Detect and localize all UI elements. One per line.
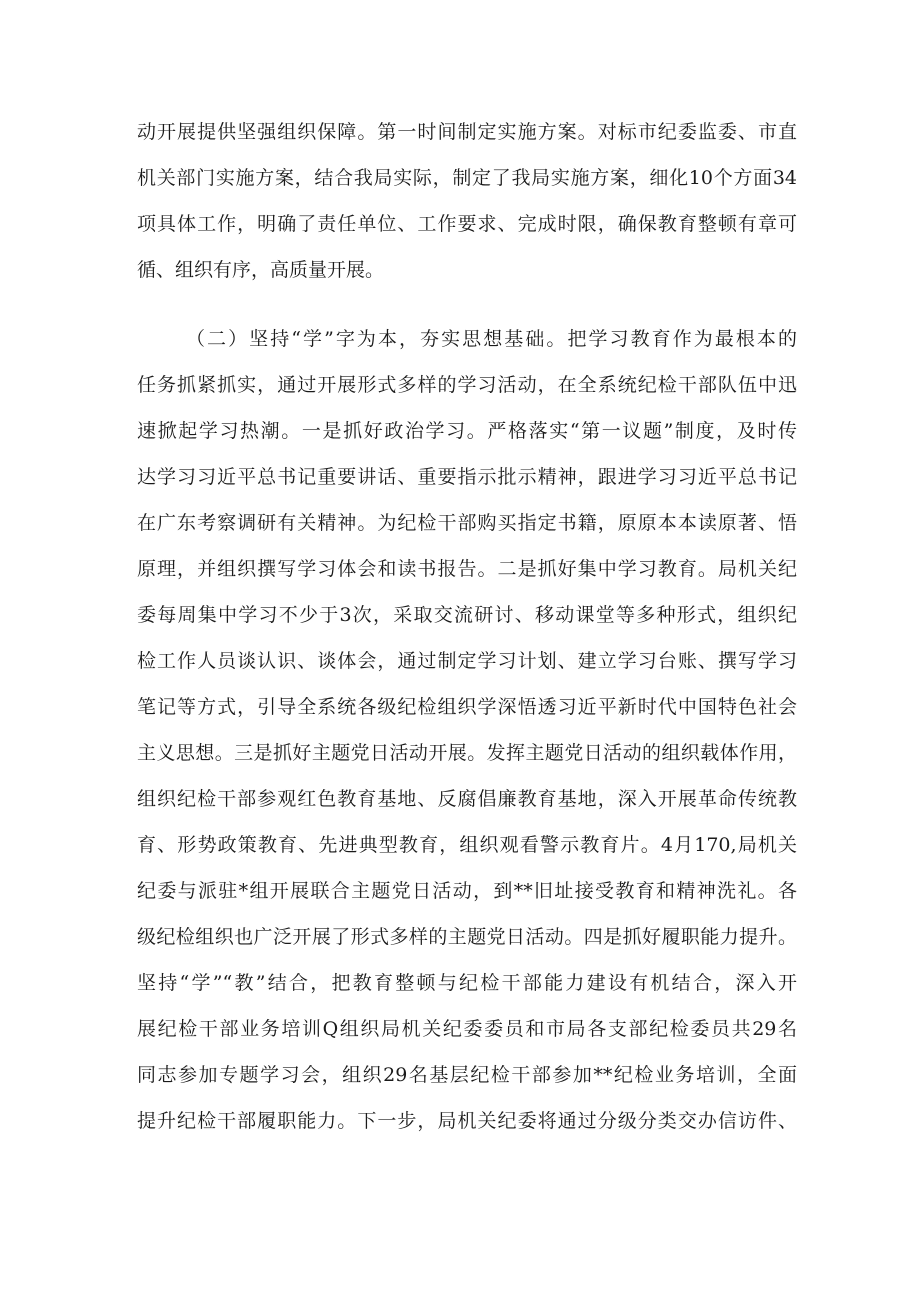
paragraph-2-line-17: 同志参加专题学习会，组织29名基层纪检干部参加**纪检业务培训，全面 <box>137 1064 797 1086</box>
paragraph-1-line-2: 机关部门实施方案，结合我局实际，制定了我局实施方案，细化10个方面34 <box>137 167 797 189</box>
paragraph-2-line-3: 速掀起学习热潮。一是抓好政治学习。严格落实“第一议题”制度，及时传 <box>137 420 797 442</box>
paragraph-2-line-6: 原理，并组织撰写学习体会和读书报告。二是抓好集中学习教育。局机关纪 <box>137 558 797 580</box>
paragraph-2-line-7: 委每周集中学习不少于3次，采取交流研讨、移动课堂等多种形式，组织纪 <box>137 604 797 626</box>
paragraph-2-line-15: 坚持“学”“教”结合，把教育整顿与纪检干部能力建设有机结合，深入开 <box>137 972 797 994</box>
paragraph-2-line-4: 达学习习近平总书记重要讲话、重要指示批示精神，跟进学习习近平总书记 <box>137 466 797 488</box>
paragraph-2-line-18: 提升纪检干部履职能力。下一步，局机关纪委将通过分级分类交办信访件、 <box>137 1110 797 1132</box>
paragraph-2-line-10: 主义思想。三是抓好主题党日活动开展。发挥主题党日活动的组织载体作用， <box>137 742 797 764</box>
paragraph-2-line-12: 育、形势政策教育、先进典型教育，组织观看警示教育片。4月170,局机关 <box>137 834 797 856</box>
paragraph-1-line-1: 动开展提供坚强组织保障。第一时间制定实施方案。对标市纪委监委、市直 <box>137 121 797 143</box>
paragraph-1-line-4: 循、组织有序，高质量开展。 <box>137 259 385 281</box>
paragraph-2-line-16: 展纪检干部业务培训Q组织局机关纪委委员和市局各支部纪检委员共29名 <box>137 1018 797 1040</box>
paragraph-2-line-9: 笔记等方式，引导全系统各级纪检组织学深悟透习近平新时代中国特色社会 <box>137 696 797 718</box>
paragraph-2-line-5: 在广东考察调研有关精神。为纪检干部购买指定书籍，原原本本读原著、悟 <box>137 512 797 534</box>
paragraph-2-line-13: 纪委与派驻*组开展联合主题党日活动，到**旧址接受教育和精神洗礼。各 <box>137 880 797 902</box>
paragraph-2-line-14: 级纪检组织也广泛开展了形式多样的主题党日活动。四是抓好履职能力提升。 <box>137 926 797 948</box>
paragraph-2-line-8: 检工作人员谈认识、谈体会，通过制定学习计划、建立学习台账、撰写学习 <box>137 650 797 672</box>
paragraph-1-line-3: 项具体工作，明确了责任单位、工作要求、完成时限，确保教育整顿有章可 <box>137 213 797 235</box>
paragraph-2-line-1: （二）坚持“学”字为本，夯实思想基础。把学习教育作为最根本的 <box>186 328 797 350</box>
paragraph-2-line-11: 组织纪检干部参观红色教育基地、反腐倡廉教育基地，深入开展革命传统教 <box>137 788 797 810</box>
paragraph-2-line-2: 任务抓紧抓实，通过开展形式多样的学习活动，在全系统纪检干部队伍中迅 <box>137 374 797 396</box>
